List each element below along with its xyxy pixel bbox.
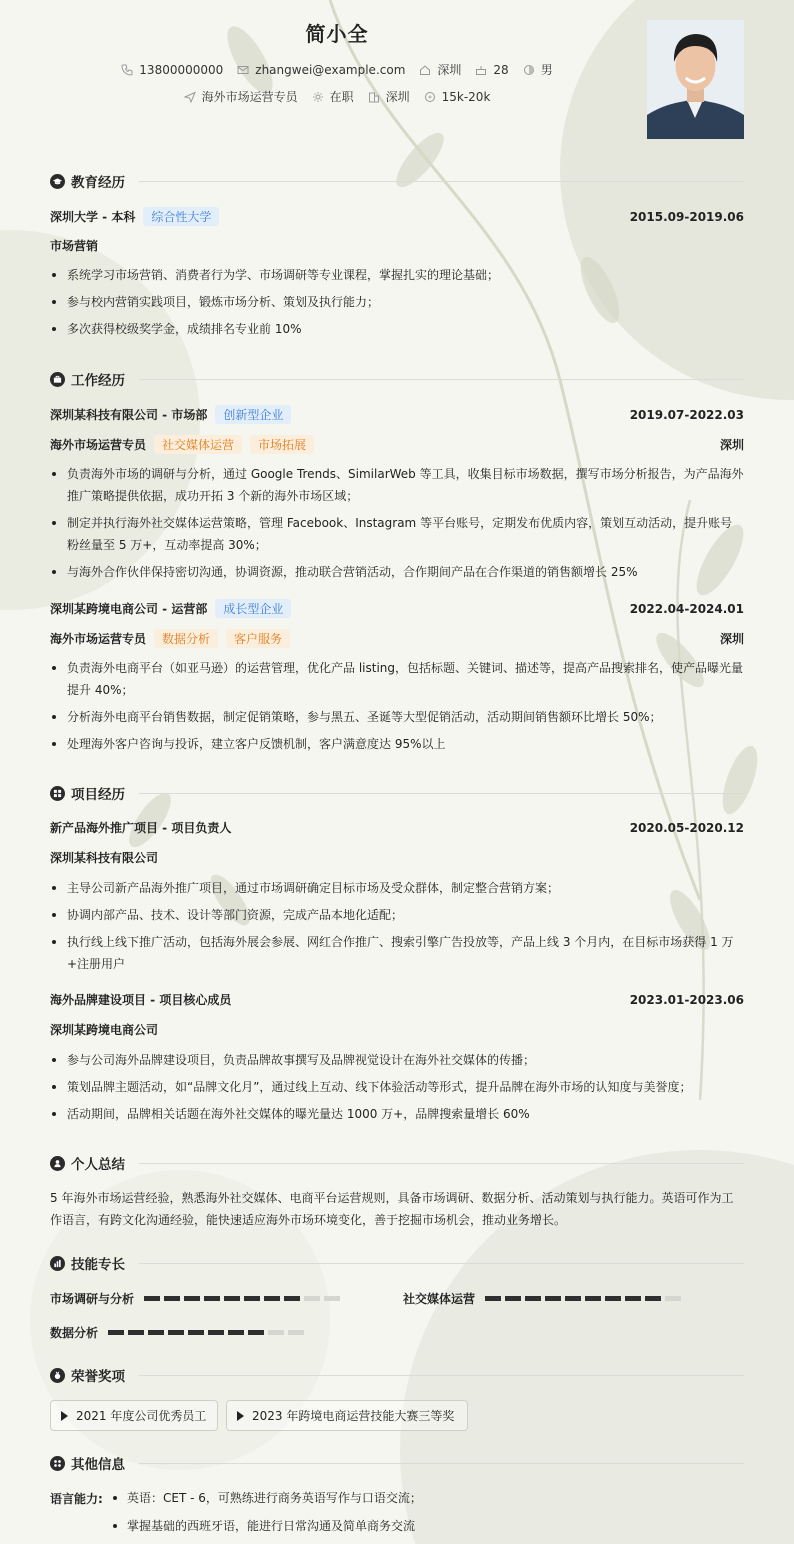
gender-info: [523, 61, 553, 78]
profile-photo: [647, 20, 744, 139]
project-bullets: [50, 877, 744, 980]
major: 市场营销: [50, 239, 99, 253]
company-name: 深圳某跨境电商公司 - 运营部: [50, 602, 208, 616]
apps-icon: [50, 1456, 65, 1471]
skill-segment: [645, 1296, 661, 1301]
skill-segment: [525, 1296, 541, 1301]
list-item: 系统学习市场营销、消费者行为学、市场调研等专业课程，掌握扎实的理论基础；: [50, 264, 744, 286]
skill-segment: [264, 1296, 280, 1301]
salary-info: [424, 90, 491, 104]
skill-segment: [585, 1296, 601, 1301]
skill-tag: 市场拓展: [250, 435, 314, 454]
section-divider: [139, 1163, 744, 1164]
list-item: 负责海外市场的调研与分析，通过 Google Trends、SimilarWeb 等工具，收集目标市场数据，撰写市场分析报告，为产品海外推广策略提供依据，成功开拓 3 个新的海外市场区域；: [50, 463, 744, 507]
list-item: 参与公司海外品牌建设项目，负责品牌故事撰写及品牌视觉设计在海外社交媒体的传播；: [50, 1049, 744, 1071]
list-item: 策划品牌主题活动，如“品牌文化月”，通过线上互动、线下体验活动等形式，提升品牌在海外市场的认知度与美誉度；: [50, 1076, 744, 1098]
user-icon: [50, 1156, 65, 1171]
project-company-row: [50, 1021, 744, 1038]
job-city: 深圳: [719, 438, 744, 452]
job-role: 海外市场运营专员: [50, 438, 147, 452]
skill-segment: [228, 1330, 244, 1335]
skill-item: [403, 1290, 681, 1307]
section-divider: [139, 1263, 744, 1264]
list-item: 处理海外客户咨询与投诉，建立客户反馈机制，客户满意度达 95%以上: [50, 733, 744, 755]
project-name: 海外品牌建设项目 - 项目核心成员: [50, 993, 232, 1007]
list-item: 制定并执行海外社交媒体运营策略，管理 Facebook、Instagram 等平台账号，定期发布优质内容，策划互动活动，提升账号粉丝量至 5 万+，互动率提高 30%；: [50, 512, 744, 556]
project-date: 2020.05-2020.12: [629, 820, 744, 835]
status-text: 在职: [329, 90, 354, 104]
section-work: [50, 369, 744, 389]
skill-segment: [128, 1330, 144, 1335]
mail-icon: [237, 64, 249, 76]
skill-segment: [505, 1296, 521, 1301]
phone-icon: [121, 64, 133, 76]
job-role: 海外市场运营专员: [50, 632, 147, 646]
skill-name: 社交媒体运营: [403, 1292, 476, 1306]
position-text: 海外市场运营专员: [201, 90, 298, 104]
project-company: 深圳某跨境电商公司: [50, 1023, 159, 1037]
language-list: [110, 1487, 422, 1543]
skill-level-bar: [144, 1296, 340, 1301]
skill-name: 数据分析: [50, 1326, 99, 1340]
skill-segment: [184, 1296, 200, 1301]
award-text: 2023 年跨境电商运营技能大赛三等奖: [252, 1409, 455, 1423]
graduation-cap-icon: [50, 174, 65, 189]
section-awards: [50, 1365, 744, 1385]
skill-tag: 数据分析: [154, 629, 218, 648]
skill-segment: [244, 1296, 260, 1301]
school-tag: 综合性大学: [143, 207, 219, 226]
section-divider: [139, 181, 744, 182]
skill-segment: [248, 1330, 264, 1335]
work-city-info: [368, 88, 410, 105]
list-item: 执行线上线下推广活动，包括海外展会参展、网红合作推广、搜索引擎广告投放等，产品上线 3 个月内，在目标市场获得 1 万+注册用户: [50, 931, 744, 975]
section-divider: [139, 379, 744, 380]
list-item: 与海外合作伙伴保持密切沟通，协调资源，推动联合营销活动，合作期间产品在合作渠道的销售额增长 25%: [50, 561, 744, 583]
company-tag: 成长型企业: [215, 599, 291, 618]
skill-segment: [625, 1296, 641, 1301]
send-icon: [184, 91, 196, 103]
briefcase-icon: [50, 372, 65, 387]
project-name: 新产品海外推广项目 - 项目负责人: [50, 821, 232, 835]
section-title: 个人总结: [71, 1157, 125, 1173]
list-item: 主导公司新产品海外推广项目，通过市场调研确定目标市场及受众群体，制定整合营销方案；: [50, 877, 744, 899]
job-bullets: [50, 657, 744, 760]
list-item: 多次获得校级奖学金，成绩排名专业前 10%: [50, 318, 744, 340]
skill-segment: [144, 1296, 160, 1301]
city-info: [419, 61, 461, 78]
list-item: 掌握基础的西班牙语，能进行日常沟通及简单商务交流: [110, 1515, 422, 1537]
project-header: [50, 991, 744, 1008]
skill-segment: [288, 1330, 304, 1335]
major-row: [50, 237, 744, 254]
contact-row: [0, 61, 674, 78]
gender-text: 男: [540, 63, 553, 77]
list-item: 参与校内营销实践项目，锻炼市场分析、策划及执行能力；: [50, 291, 744, 313]
candidate-name: 简小全: [305, 22, 369, 46]
job-role-row: [50, 435, 744, 454]
job-date: 2019.07-2022.03: [629, 407, 744, 422]
job-bullets: [50, 463, 744, 588]
section-summary: [50, 1153, 744, 1173]
settings-icon: [312, 91, 324, 103]
project-date: 2023.01-2023.06: [629, 992, 744, 1007]
section-title: 项目经历: [71, 787, 125, 803]
job-role-row: [50, 629, 744, 648]
project-bullets: [50, 1049, 744, 1130]
list-item: 英语：CET - 6，可熟练进行商务英语写作与口语交流；: [110, 1487, 422, 1509]
coin-icon: [424, 91, 436, 103]
skill-name: 市场调研与分析: [50, 1292, 135, 1306]
company-name: 深圳某科技有限公司 - 市场部: [50, 408, 208, 422]
education-bullets: [50, 264, 744, 345]
skill-item: [50, 1324, 304, 1341]
position-info: [184, 88, 298, 105]
section-divider: [139, 1463, 744, 1464]
cake-icon: [475, 64, 487, 76]
gender-icon: [523, 64, 535, 76]
phone-info: [121, 63, 223, 77]
skill-tag: 社交媒体运营: [154, 435, 242, 454]
section-divider: [139, 1375, 744, 1376]
school-name: 深圳大学 - 本科: [50, 210, 136, 224]
section-skills: [50, 1253, 744, 1273]
section-title: 教育经历: [71, 175, 125, 191]
section-projects: [50, 783, 744, 803]
skill-segment: [324, 1296, 340, 1301]
building-icon: [368, 91, 380, 103]
city-text: 深圳: [437, 63, 462, 77]
list-item: 活动期间，品牌相关话题在海外社交媒体的曝光量达 1000 万+，品牌搜索量增长 60%: [50, 1103, 744, 1125]
grid-icon: [50, 786, 65, 801]
work-city-text: 深圳: [385, 90, 410, 104]
education-header: [50, 207, 744, 226]
skill-segment: [485, 1296, 501, 1301]
section-title: 技能专长: [71, 1257, 125, 1273]
skill-segment: [164, 1296, 180, 1301]
skill-segment: [545, 1296, 561, 1301]
project-company-row: [50, 849, 744, 866]
triangle-icon: [61, 1411, 68, 1421]
bar-chart-icon: [50, 1256, 65, 1271]
summary-text: 5 年海外市场运营经验，熟悉海外社交媒体、电商平台运营规则，具备市场调研、数据分析、活动策划与执行能力。英语可作为工作语言，有跨文化沟通经验，能快速适应海外市场环境变化，善于挖掘市场机会，推动业务增长。: [50, 1191, 734, 1227]
email-info: [237, 63, 405, 77]
skill-segment: [304, 1296, 320, 1301]
medal-icon: [50, 1368, 65, 1383]
email-text: zhangwei@example.com: [255, 62, 406, 77]
language-label: 语言能力:: [50, 1492, 103, 1506]
education-date: 2015.09-2019.06: [629, 209, 744, 224]
skill-segment: [168, 1330, 184, 1335]
skill-tag: 客户服务: [226, 629, 290, 648]
skill-segment: [268, 1330, 284, 1335]
job-header: [50, 405, 744, 424]
skill-segment: [208, 1330, 224, 1335]
project-company: 深圳某科技有限公司: [50, 851, 159, 865]
job-intent-row: [0, 88, 674, 105]
phone-text: 13800000000: [139, 62, 224, 77]
section-divider: [139, 793, 744, 794]
age-text: 28: [493, 62, 509, 77]
company-tag: 创新型企业: [215, 405, 291, 424]
section-title: 工作经历: [71, 373, 125, 389]
skill-segment: [148, 1330, 164, 1335]
skill-segment: [565, 1296, 581, 1301]
skill-segment: [224, 1296, 240, 1301]
skill-segment: [108, 1330, 124, 1335]
award-text: 2021 年度公司优秀员工: [76, 1409, 207, 1423]
award-card: [226, 1400, 468, 1431]
list-item: 负责海外电商平台（如亚马逊）的运营管理，优化产品 listing，包括标题、关键词、描述等，提高产品搜索排名，使产品曝光量提升 40%；: [50, 657, 744, 701]
skill-segment: [605, 1296, 621, 1301]
section-title: 其他信息: [71, 1457, 125, 1473]
salary-text: 15k-20k: [441, 89, 491, 104]
skill-item: [50, 1290, 340, 1307]
skill-segment: [188, 1330, 204, 1335]
status-info: [312, 88, 354, 105]
award-card: [50, 1400, 218, 1431]
section-education: [50, 171, 744, 191]
age-info: [475, 63, 508, 77]
home-icon: [419, 64, 431, 76]
job-date: 2022.04-2024.01: [629, 601, 744, 616]
skill-segment: [284, 1296, 300, 1301]
job-header: [50, 599, 744, 618]
job-city: 深圳: [719, 632, 744, 646]
section-title: 荣誉奖项: [71, 1369, 125, 1385]
skill-segment: [204, 1296, 220, 1301]
project-header: [50, 819, 744, 836]
skill-level-bar: [108, 1330, 304, 1335]
list-item: 分析海外电商平台销售数据，制定促销策略，参与黑五、圣诞等大型促销活动，活动期间销售额环比增长 50%；: [50, 706, 744, 728]
list-item: 协调内部产品、技术、设计等部门资源，完成产品本地化适配；: [50, 904, 744, 926]
skill-level-bar: [485, 1296, 681, 1301]
section-other: [50, 1453, 744, 1473]
skill-segment: [665, 1296, 681, 1301]
triangle-icon: [237, 1411, 244, 1421]
